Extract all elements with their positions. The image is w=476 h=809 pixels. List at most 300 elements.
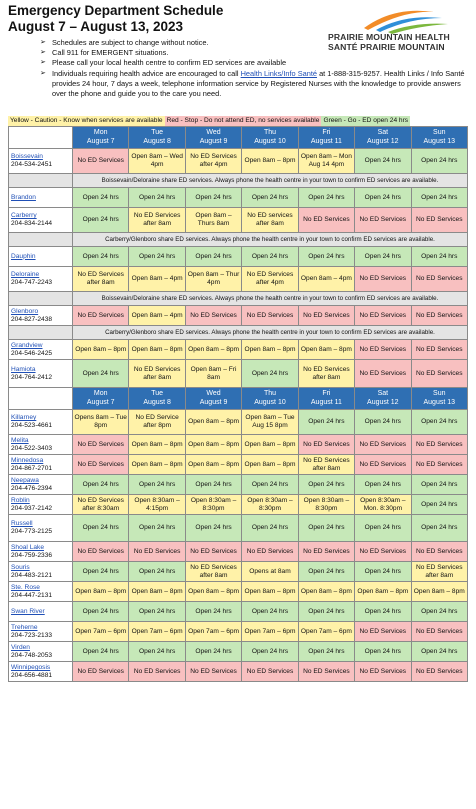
day-name: Fri <box>322 390 331 398</box>
shared-services-note: Boissevain/Deloraine share ED services. Always phone the health centre in your town to confirm ED services are available. <box>73 292 468 306</box>
day-header <box>411 127 467 149</box>
status-cell: Open 8am – 4pm <box>129 267 185 292</box>
status-cell: Open 8am – 8pm <box>129 455 185 475</box>
header-corner <box>9 127 73 149</box>
page-header <box>0 0 476 113</box>
day-name: Thu <box>263 129 276 137</box>
status-cell: Open 24 hrs <box>73 208 129 233</box>
status-cell: Open 24 hrs <box>298 188 354 208</box>
logo-line-english: PRAIRIE MOUNTAIN HEALTH <box>328 32 450 42</box>
status-cell: No ED Services <box>185 542 241 562</box>
shared-services-note: Carberry/Glenboro share ED services. Always phone the health centre in your town to confirm ED services are available. <box>73 326 468 340</box>
status-cell: No ED Services <box>242 662 298 682</box>
status-cell: No ED Services <box>411 306 467 326</box>
status-cell: No ED Services after 4pm <box>242 267 298 292</box>
status-cell: Open 24 hrs <box>242 188 298 208</box>
status-cell: Open 24 hrs <box>129 475 185 495</box>
day-name: Mon <box>93 129 108 137</box>
arrow-bullet-icon: ➢ <box>40 39 46 46</box>
site-cell <box>9 542 73 562</box>
health-links-link[interactable]: Health Links/Info Santé <box>240 68 318 78</box>
site-cell <box>9 247 73 267</box>
site-row <box>9 360 468 388</box>
site-row <box>9 188 468 208</box>
site-phone: 204-534-2451 <box>11 161 53 168</box>
status-cell: Open 24 hrs <box>355 562 411 582</box>
status-cell: Open 24 hrs <box>185 515 241 542</box>
status-cell: No ED Services after 8am <box>129 360 185 388</box>
site-row <box>9 340 468 360</box>
site-name-link[interactable]: Boissevain <box>11 153 43 161</box>
status-cell: No ED Services <box>73 149 129 174</box>
site-row <box>9 149 468 174</box>
status-cell: Open 8am – 8pm <box>129 340 185 360</box>
status-cell: Open 8am – 8pm <box>129 435 185 455</box>
status-cell: Open 24 hrs <box>185 602 241 622</box>
day-name: Sat <box>377 129 389 137</box>
site-cell <box>9 662 73 682</box>
status-cell: Open 24 hrs <box>129 515 185 542</box>
day-header-row <box>9 127 468 149</box>
status-cell: Open 24 hrs <box>411 602 467 622</box>
site-row <box>9 662 468 682</box>
site-cell <box>9 475 73 495</box>
status-cell: Open 8am – 8pm <box>185 340 241 360</box>
notice-text: Call 911 for EMERGENT situations. <box>52 48 169 58</box>
status-cell: Open 24 hrs <box>129 602 185 622</box>
notice-text: Individuals requiring health advice are encouraged to call <box>52 68 241 78</box>
site-phone: 204-748-2053 <box>11 651 53 659</box>
site-phone: 204-937-2142 <box>11 504 53 512</box>
notice-text: at 1-888-315-9257. Health Links / Info Santé provides 24 hour, 7 days a week, telephone information service by Registered Nurses with the knowledge to provide answers over the phone and guide you to the care you need. <box>52 68 465 99</box>
notice-text: Please call your local health centre to confirm ED services are available <box>52 58 287 68</box>
status-cell: No ED Services <box>355 340 411 360</box>
shared-services-note-row <box>9 326 468 340</box>
status-cell: Open 24 hrs <box>355 602 411 622</box>
status-cell: Open 24 hrs <box>355 247 411 267</box>
day-header <box>129 127 185 149</box>
status-cell: Open 24 hrs <box>73 602 129 622</box>
status-cell: No ED services after 8am <box>242 208 298 233</box>
site-cell <box>9 602 73 622</box>
day-header <box>411 388 467 410</box>
shared-services-note-row <box>9 233 468 247</box>
status-cell: No ED Services <box>73 662 129 682</box>
site-phone: 204-447-2131 <box>11 591 53 599</box>
site-row <box>9 475 468 495</box>
status-cell: Open 8am – Fri 8am <box>185 360 241 388</box>
status-cell: No ED Services <box>242 306 298 326</box>
status-cell: No ED Services <box>298 435 354 455</box>
site-name-link[interactable]: Shoal Lake <box>11 543 44 551</box>
schedule-table <box>8 126 468 682</box>
logo-wordmark <box>328 32 450 52</box>
day-date: August 8 <box>143 137 171 145</box>
site-cell <box>9 642 73 662</box>
status-cell: Open 8am – 4pm <box>129 306 185 326</box>
status-cell: Open 24 hrs <box>355 515 411 542</box>
status-cell: Open 24 hrs <box>298 642 354 662</box>
site-row <box>9 542 468 562</box>
status-cell: Open 8am – 8pm <box>242 149 298 174</box>
notice-item <box>40 69 472 100</box>
status-cell: No ED Services <box>298 208 354 233</box>
site-phone: 204-759-2336 <box>11 551 53 559</box>
site-row <box>9 247 468 267</box>
site-row <box>9 642 468 662</box>
status-cell: No ED Services after 8am <box>129 208 185 233</box>
site-cell <box>9 267 73 292</box>
day-header <box>242 127 298 149</box>
status-cell: No ED Services after 8am <box>298 360 354 388</box>
site-cell <box>9 562 73 582</box>
status-cell: Open 24 hrs <box>355 642 411 662</box>
status-cell: Open 24 hrs <box>355 410 411 435</box>
header-corner <box>9 388 73 410</box>
status-cell: Open 24 hrs <box>298 602 354 622</box>
status-cell: No ED Services after 8am <box>73 267 129 292</box>
site-name-link[interactable]: Virden <box>11 643 30 651</box>
status-cell: Open 24 hrs <box>298 475 354 495</box>
status-cell: Open 24 hrs <box>298 247 354 267</box>
status-cell: Open 24 hrs <box>129 247 185 267</box>
status-cell: No ED Service after 8pm <box>129 410 185 435</box>
status-cell: No ED Services after 4pm <box>185 149 241 174</box>
site-phone: 204-723-2133 <box>11 631 53 639</box>
status-cell: Open 8:30am – 8:30pm <box>242 495 298 515</box>
status-cell: No ED Services <box>129 662 185 682</box>
site-name-link[interactable]: Killarney <box>11 414 37 422</box>
status-cell: Open 8am – Thurs 8am <box>185 208 241 233</box>
status-cell: Open 8am – 8pm <box>185 582 241 602</box>
status-cell: Open 24 hrs <box>73 562 129 582</box>
site-row <box>9 515 468 542</box>
status-cell: Open 24 hrs <box>185 247 241 267</box>
status-cell: Open 8am – 8pm <box>242 435 298 455</box>
site-row <box>9 562 468 582</box>
status-cell: No ED Services <box>355 435 411 455</box>
day-date: August 11 <box>310 398 342 406</box>
site-cell <box>9 622 73 642</box>
status-cell: Open 24 hrs <box>411 188 467 208</box>
day-date: August 9 <box>199 398 228 406</box>
status-cell: No ED Services <box>242 542 298 562</box>
status-cell: No ED Services <box>411 267 467 292</box>
color-legend <box>8 116 468 126</box>
site-phone: 204-834-2144 <box>11 220 53 227</box>
site-row <box>9 602 468 622</box>
status-cell: No ED Services <box>355 360 411 388</box>
status-cell: Open 8am – 8pm <box>129 582 185 602</box>
status-cell: Open 24 hrs <box>73 515 129 542</box>
status-cell: Open 24 hrs <box>242 475 298 495</box>
status-cell: Open 7am – 6pm <box>73 622 129 642</box>
site-row <box>9 208 468 233</box>
site-phone: 204-747-2243 <box>11 279 53 286</box>
day-date: August 13 <box>423 398 456 406</box>
status-cell: Open 8am – Wed 4pm <box>129 149 185 174</box>
legend-red: Red - Stop - Do not attend ED, no services available <box>166 117 320 124</box>
logo-line-french: SANTÉ PRAIRIE MOUNTAIN <box>328 42 445 52</box>
day-header <box>185 388 241 410</box>
day-date: August 12 <box>367 137 399 145</box>
status-cell: Open 24 hrs <box>411 475 467 495</box>
day-header <box>242 388 298 410</box>
status-cell: Open 24 hrs <box>73 360 129 388</box>
day-header <box>129 388 185 410</box>
status-cell: Open 8am – 8pm <box>73 582 129 602</box>
site-name-link[interactable]: Brandon <box>11 193 36 201</box>
status-cell: Open 7am – 6pm <box>298 622 354 642</box>
site-row <box>9 410 468 435</box>
status-cell: Open 8am – 8pm <box>185 410 241 435</box>
status-cell: Open 8am – 8pm <box>298 582 354 602</box>
site-phone: 204-522-3403 <box>11 444 53 452</box>
day-date: August 13 <box>423 137 456 145</box>
site-phone: 204-827-2438 <box>11 315 53 323</box>
site-name-link[interactable]: Deloraine <box>11 271 40 279</box>
status-cell: Open 24 hrs <box>73 642 129 662</box>
status-cell: No ED Services <box>298 306 354 326</box>
status-cell: Open 8am – 8pm <box>185 435 241 455</box>
day-name: Sat <box>377 390 389 398</box>
status-cell: Open 8:30am – 8:30pm <box>185 495 241 515</box>
site-name-link[interactable]: Carberry <box>11 212 37 220</box>
site-phone: 204-523-4661 <box>11 422 53 429</box>
status-cell: Open 8am – Mon Aug 14 4pm <box>298 149 354 174</box>
status-cell: No ED Services <box>411 435 467 455</box>
status-cell: Open 24 hrs <box>411 247 467 267</box>
day-name: Tue <box>151 390 164 398</box>
status-cell: No ED Services <box>411 208 467 233</box>
legend-yellow: Yellow - Caution - Know when services are available <box>10 117 163 124</box>
shared-services-note-row <box>9 292 468 306</box>
day-name: Sun <box>433 129 446 137</box>
day-name: Wed <box>206 390 221 398</box>
note-spacer <box>9 233 73 247</box>
status-cell: Open 24 hrs <box>185 642 241 662</box>
status-cell: Open 24 hrs <box>242 515 298 542</box>
status-cell: Open 24 hrs <box>242 642 298 662</box>
day-name: Mon <box>93 390 108 398</box>
notice-text: Schedules are subject to change without notice. <box>52 38 209 47</box>
site-row <box>9 306 468 326</box>
day-header <box>355 388 411 410</box>
status-cell: Open 8am – 8pm <box>411 582 467 602</box>
arrow-bullet-icon: ➢ <box>40 69 46 77</box>
site-phone: 204-476-2394 <box>11 484 53 492</box>
status-cell: Open 7am – 6pm <box>129 622 185 642</box>
status-cell: Opens at 8am <box>242 562 298 582</box>
status-cell: No ED Services <box>411 662 467 682</box>
legend-green: Green - Go - ED open 24 hrs <box>323 117 409 124</box>
site-name-link[interactable]: Dauphin <box>11 252 36 260</box>
site-row <box>9 582 468 602</box>
status-cell: Open 8am – 8pm <box>185 455 241 475</box>
status-cell: Open 24 hrs <box>355 475 411 495</box>
site-name-link[interactable]: Russell <box>11 520 33 528</box>
status-cell: Open 7am – 6pm <box>242 622 298 642</box>
day-date: August 12 <box>367 398 399 406</box>
site-name-link[interactable]: Glenboro <box>11 307 39 315</box>
status-cell: Open 8am – 4pm <box>298 267 354 292</box>
site-phone: 204-773-2125 <box>11 528 53 535</box>
status-cell: Open 24 hrs <box>298 562 354 582</box>
status-cell: No ED Services <box>298 542 354 562</box>
site-phone: 204-764-2412 <box>11 373 53 381</box>
day-name: Thu <box>263 390 276 398</box>
site-cell <box>9 306 73 326</box>
status-cell: No ED Services <box>355 542 411 562</box>
status-cell: Open 24 hrs <box>185 188 241 208</box>
status-cell: Open 24 hrs <box>73 475 129 495</box>
status-cell: No ED Services <box>411 542 467 562</box>
site-row <box>9 455 468 475</box>
site-cell <box>9 435 73 455</box>
site-phone: 204-656-4881 <box>11 671 53 679</box>
day-date: August 9 <box>199 137 228 145</box>
site-phone: 204-483-2121 <box>11 571 53 579</box>
status-cell: Open 24 hrs <box>129 188 185 208</box>
day-header <box>355 127 411 149</box>
status-cell: No ED Services <box>355 662 411 682</box>
status-cell: Open 24 hrs <box>355 188 411 208</box>
status-cell: Open 24 hrs <box>73 188 129 208</box>
status-cell: No ED Services <box>129 542 185 562</box>
site-phone: 204-546-2425 <box>11 349 53 357</box>
site-phone: 204-867-2701 <box>11 464 53 472</box>
status-cell: Open 24 hrs <box>298 410 354 435</box>
status-cell: No ED Services <box>411 340 467 360</box>
status-cell: No ED Services <box>73 435 129 455</box>
shared-services-note-row <box>9 174 468 188</box>
status-cell: Open 24 hrs <box>411 410 467 435</box>
status-cell: No ED Services <box>355 306 411 326</box>
arrow-bullet-icon: ➢ <box>40 59 46 67</box>
site-name-link[interactable]: Ste. Rose <box>11 583 40 591</box>
status-cell: No ED Services <box>185 306 241 326</box>
status-cell: Open 24 hrs <box>129 562 185 582</box>
shared-services-note: Boissevain/Deloraine share ED services. Always phone the health centre in your town to confirm ED services are available. <box>73 174 468 188</box>
status-cell: No ED Services <box>73 455 129 475</box>
status-cell: Open 8am – 8pm <box>242 340 298 360</box>
status-cell: Open 8am – 8pm <box>355 582 411 602</box>
site-cell <box>9 149 73 174</box>
site-name-link[interactable]: Winnipegosis <box>11 663 51 671</box>
status-cell: No ED Services <box>355 267 411 292</box>
site-name-link[interactable]: Treherne <box>11 623 38 631</box>
status-cell: No ED Services <box>411 455 467 475</box>
site-name-link[interactable]: Grandview <box>11 341 43 349</box>
status-cell: Open 8am – 8pm <box>242 582 298 602</box>
status-cell: No ED Services <box>73 542 129 562</box>
site-name-link[interactable]: Neepawa <box>11 476 39 484</box>
page-title: Emergency Department Schedule <box>8 3 224 18</box>
status-cell: No ED Services <box>298 662 354 682</box>
status-cell: No ED Services after 8am <box>298 455 354 475</box>
status-cell: Open 24 hrs <box>73 247 129 267</box>
site-name-link[interactable]: Souris <box>11 563 30 571</box>
site-cell <box>9 515 73 542</box>
arrow-bullet-icon: ➢ <box>40 49 46 57</box>
day-date: August 10 <box>254 398 286 406</box>
site-cell <box>9 455 73 475</box>
status-cell: Open 24 hrs <box>411 149 467 174</box>
status-cell: Open 24 hrs <box>242 360 298 388</box>
status-cell: No ED Services <box>411 622 467 642</box>
status-cell: Open 8:30am – Mon. 8:30pm <box>355 495 411 515</box>
site-name-link[interactable]: Minnedosa <box>11 456 44 464</box>
site-cell <box>9 410 73 435</box>
site-name-link[interactable]: Melita <box>11 436 29 444</box>
site-cell <box>9 495 73 515</box>
day-name: Sun <box>433 390 446 398</box>
status-cell: No ED Services <box>355 622 411 642</box>
site-cell <box>9 582 73 602</box>
day-header <box>298 127 354 149</box>
day-header <box>73 388 129 410</box>
status-cell: Open 24 hrs <box>242 602 298 622</box>
status-cell: Open 8am – Thur 4pm <box>185 267 241 292</box>
day-header <box>185 127 241 149</box>
site-row <box>9 267 468 292</box>
status-cell: Open 8am – 8pm <box>242 455 298 475</box>
day-name: Tue <box>151 129 164 137</box>
status-cell: No ED Services <box>185 662 241 682</box>
status-cell: Open 24 hrs <box>298 515 354 542</box>
status-cell: No ED Services <box>411 360 467 388</box>
status-cell: No ED Services <box>355 455 411 475</box>
site-name-link[interactable]: Hamiota <box>11 365 36 373</box>
day-date: August 7 <box>86 398 115 406</box>
status-cell: Open 24 hrs <box>355 149 411 174</box>
day-header <box>73 127 129 149</box>
day-date: August 11 <box>310 137 342 145</box>
status-cell: Open 24 hrs <box>185 475 241 495</box>
day-header <box>298 388 354 410</box>
status-cell: No ED Services after 8am <box>411 562 467 582</box>
status-cell: Open 8am – 8pm <box>298 340 354 360</box>
site-name-link[interactable]: Swan River <box>11 607 45 615</box>
day-name: Wed <box>206 129 221 137</box>
status-cell: No ED Services <box>355 208 411 233</box>
note-spacer <box>9 326 73 340</box>
status-cell: Open 24 hrs <box>411 495 467 515</box>
status-cell: Open 24 hrs <box>242 247 298 267</box>
date-range: August 7 – August 13, 2023 <box>8 19 184 34</box>
status-cell: Open 24 hrs <box>411 515 467 542</box>
status-cell: Open 8am – 8pm <box>73 340 129 360</box>
site-cell <box>9 188 73 208</box>
status-cell: No ED Services after 8am <box>185 562 241 582</box>
site-name-link[interactable]: Roblin <box>11 496 30 504</box>
status-cell: Open 8am – Tue Aug 15 8pm <box>242 410 298 435</box>
day-date: August 8 <box>143 398 171 406</box>
status-cell: Open 24 hrs <box>411 642 467 662</box>
shared-services-note: Carberry/Glenboro share ED services. Always phone the health centre in your town to confirm ED services are available. <box>73 233 468 247</box>
site-cell <box>9 360 73 388</box>
status-cell: Open 24 hrs <box>129 642 185 662</box>
day-date: August 7 <box>86 137 115 145</box>
note-spacer <box>9 292 73 306</box>
site-row <box>9 435 468 455</box>
day-name: Fri <box>322 129 331 137</box>
status-cell: No ED Services <box>73 306 129 326</box>
status-cell: Open 8:30am – 8:30pm <box>298 495 354 515</box>
note-spacer <box>9 174 73 188</box>
day-date: August 10 <box>254 137 286 145</box>
site-cell <box>9 340 73 360</box>
